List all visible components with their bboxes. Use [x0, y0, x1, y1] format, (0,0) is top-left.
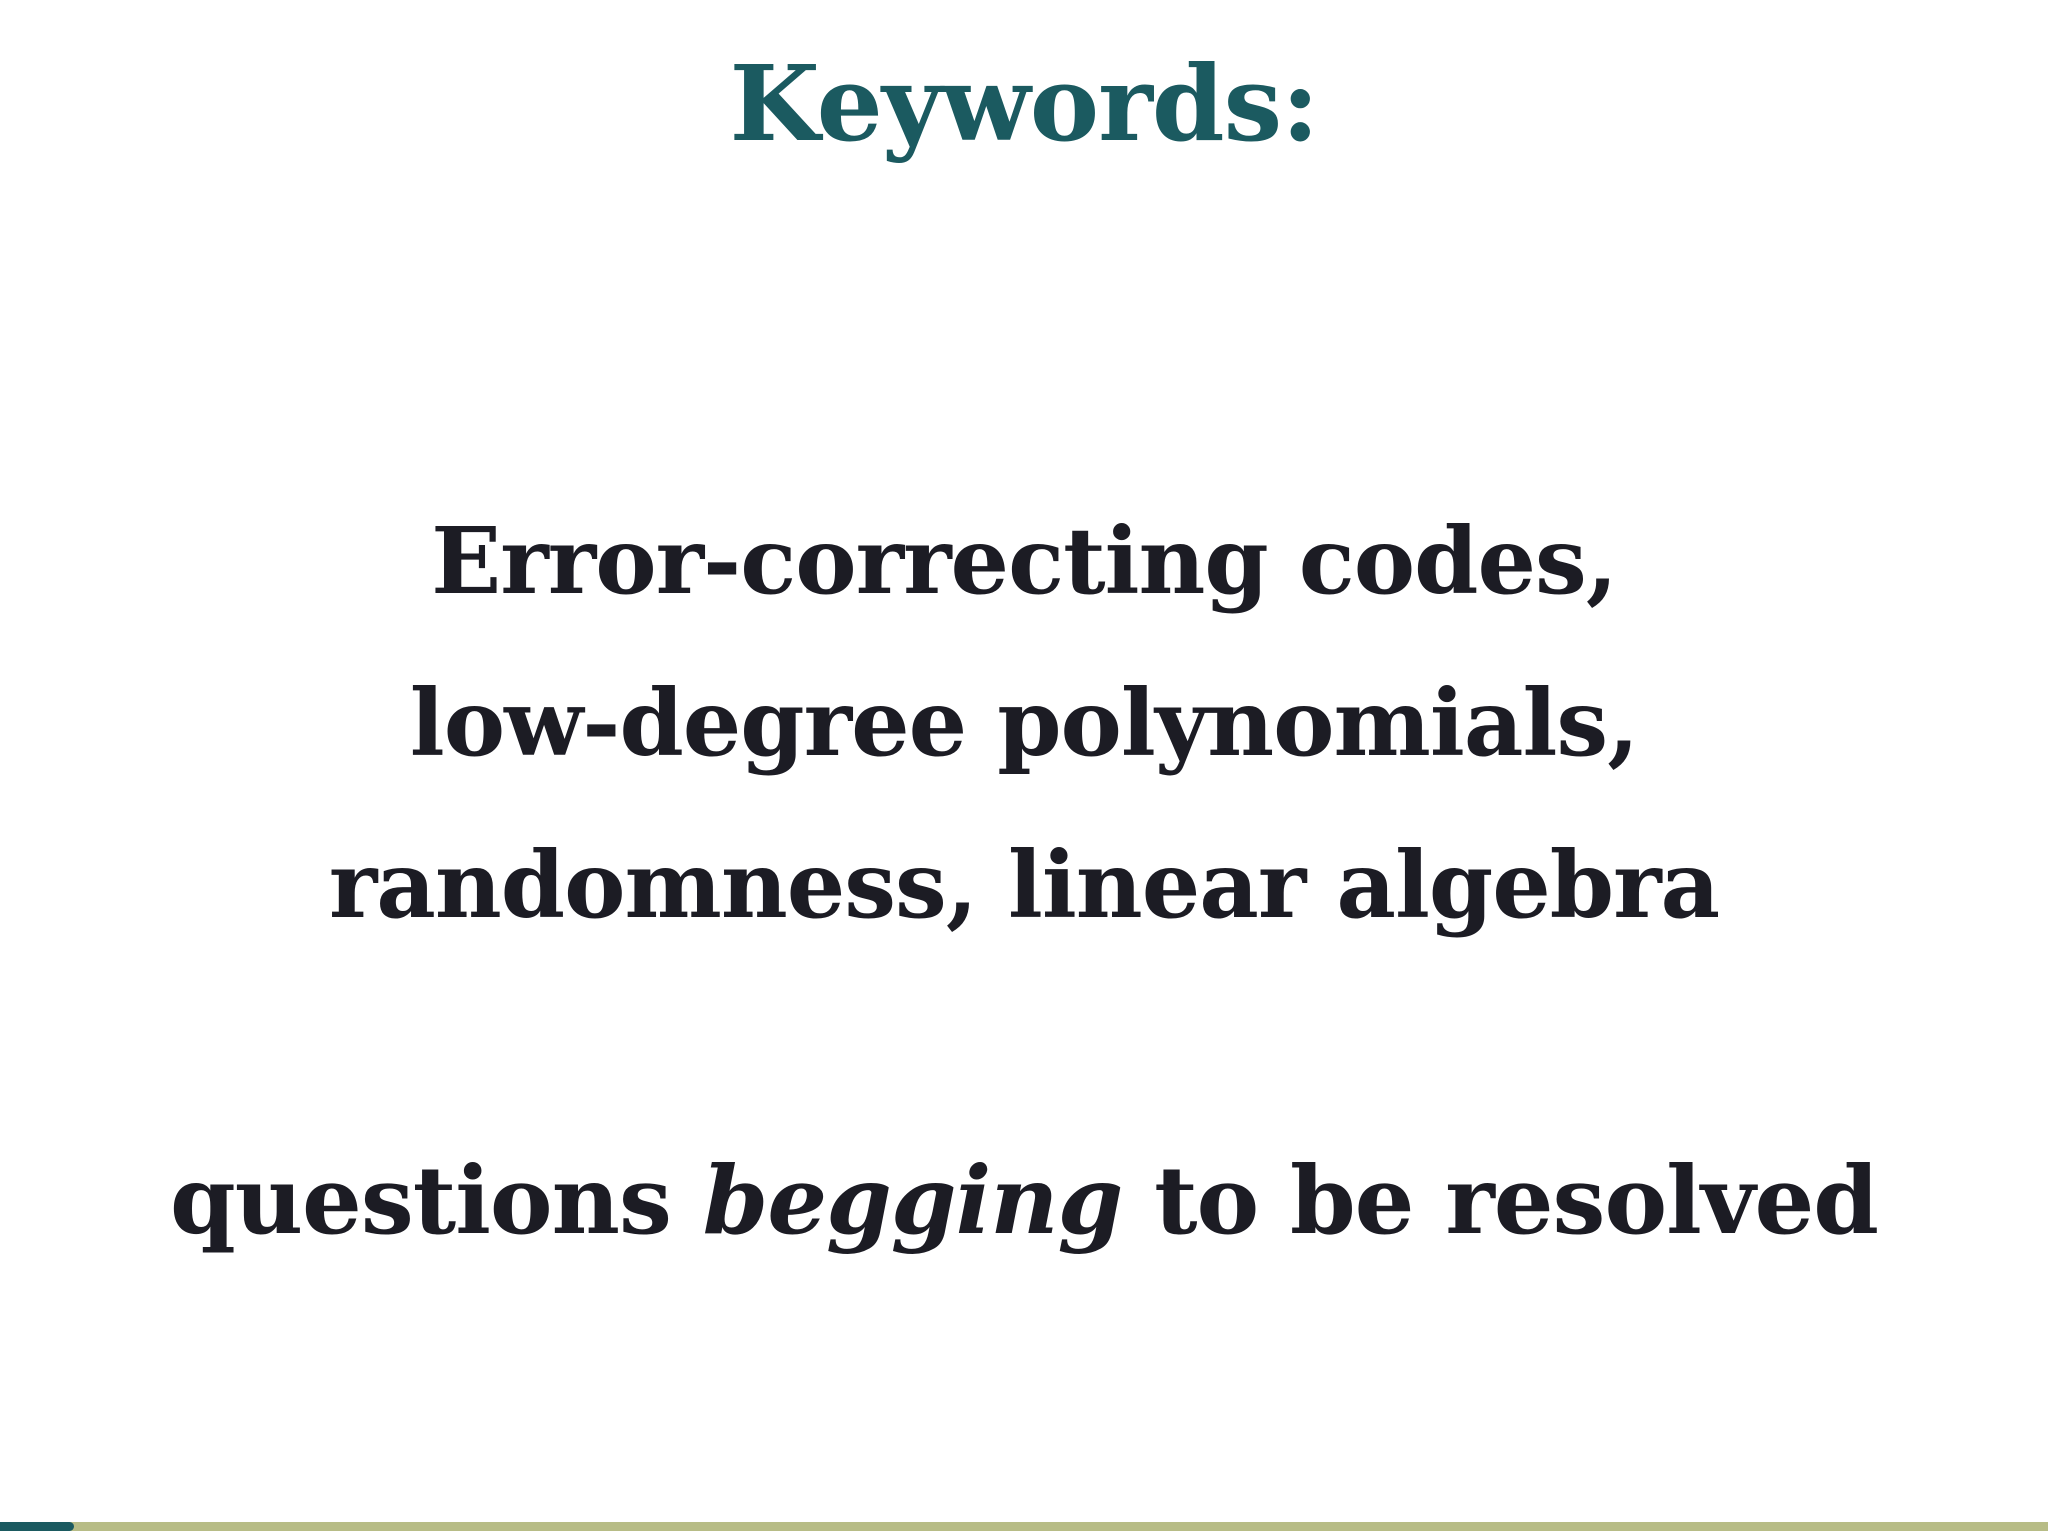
slide-progress-fill	[0, 1522, 74, 1531]
tagline-emphasis: begging	[702, 1146, 1123, 1256]
tagline-after: to be resolved	[1122, 1146, 1879, 1256]
slide-progress-bar	[0, 1522, 2048, 1531]
tagline	[0, 1145, 2048, 1258]
tagline-before: questions	[169, 1146, 703, 1256]
keyword-list	[0, 480, 2048, 966]
keyword-line-3: randomness, linear algebra	[328, 831, 1720, 939]
keyword-line-2: low-degree polynomials,	[409, 669, 1639, 777]
keyword-line-1: Error-correcting codes,	[431, 507, 1617, 615]
slide-title: Keywords:	[729, 42, 1319, 165]
